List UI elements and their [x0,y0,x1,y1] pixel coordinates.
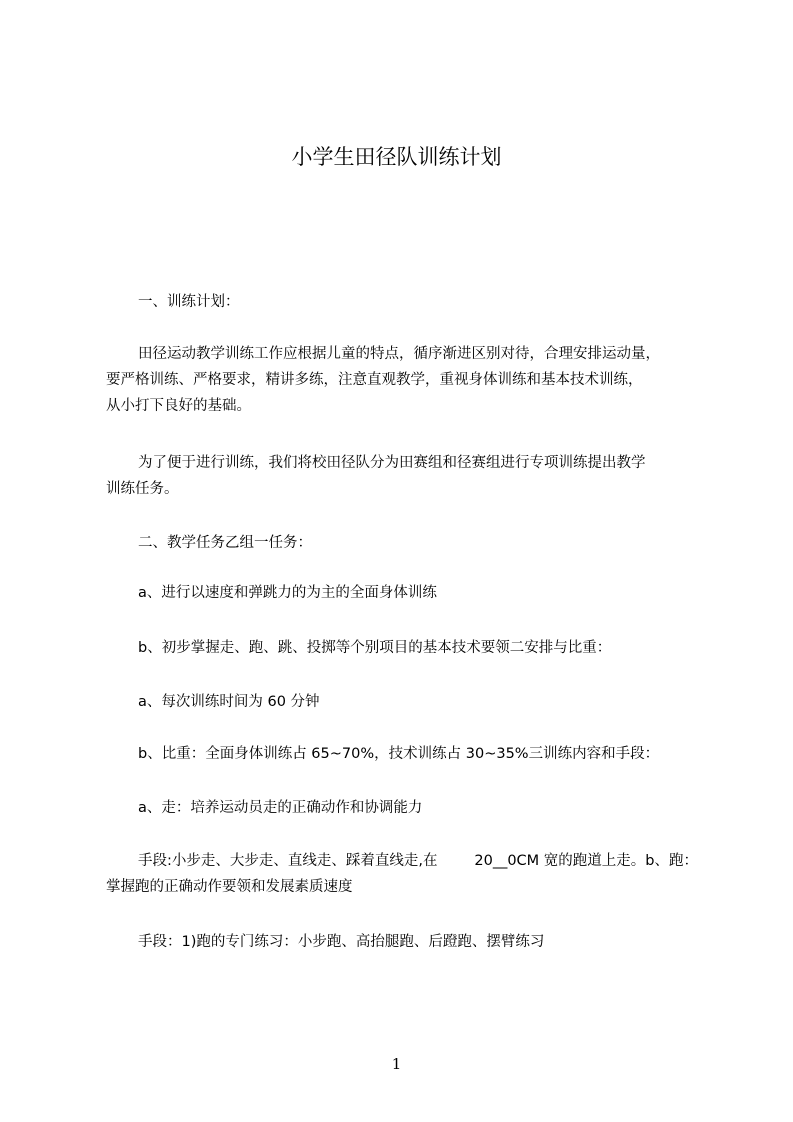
text-line: 田径运动教学训练工作应根据儿童的特点，循序渐进区别对待，合理安排运动量， [138,346,660,362]
section-heading-training-plan [106,289,726,315]
text-line: 二、教学任务乙组一任务： [138,535,312,551]
section-heading-teaching-tasks [106,530,726,556]
text-line: 为了便于进行训练，我们将校田径队分为田赛组和径赛组进行专项训练提出教学 [138,455,646,471]
paragraph-training-principles [106,341,726,419]
text-line: 手段:小步走、大步走、直线走、踩着直线走,在 20__0CM 宽的跑道上走。b、跑： [138,853,698,869]
text-line: a、进行以速度和弹跳力的为主的全面身体训练 [138,585,437,601]
list-item-basic-technique [106,635,726,661]
text-line: 要严格训练、严格要求，精讲多练，注意直观教学，重视身体训练和基本技术训练， [106,372,643,388]
text-line: b、初步掌握走、跑、跳、投掷等个别项目的基本技术要领二安排与比重： [138,640,612,656]
document-title: 小学生田径队训练计划 [291,145,502,169]
list-item-walking [106,795,726,821]
text-line: 掌握跑的正确动作要领和发展素质速度 [106,879,353,895]
page-number: 1 [391,1055,402,1073]
text-line: a、走：培养运动员走的正确动作和协调能力 [138,800,423,816]
text-line: 一、训练计划： [138,294,240,310]
paragraph-walking-methods [106,848,726,900]
list-item-training-time [106,689,726,715]
text-line: 训练任务。 [106,481,179,497]
text-line: 手段：1)跑的专门练习：小步跑、高抬腿跑、后蹬跑、摆臂练习 [138,934,545,950]
list-item-proportion [106,741,726,767]
paragraph-running-methods [106,929,726,955]
text-line: b、比重：全面身体训练占 65~70%，技术训练占 30~35%三训练内容和手段： [138,746,660,762]
list-item-speed-training [106,580,726,606]
text-line: a、每次训练时间为 60 分钟 [138,694,320,710]
text-line: 从小打下良好的基础。 [106,398,251,414]
paragraph-team-groups [106,450,726,502]
